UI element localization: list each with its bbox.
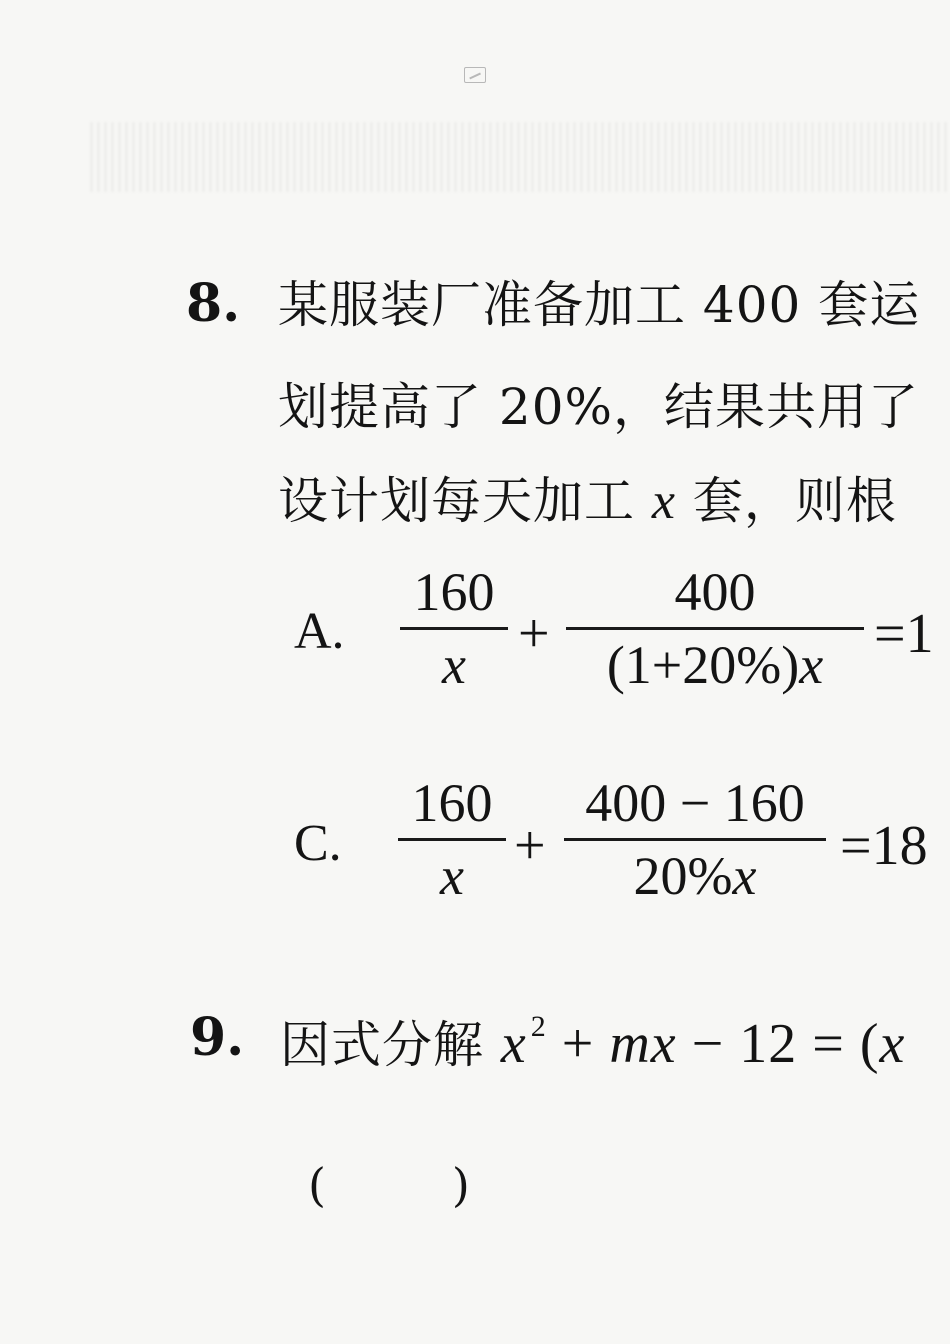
option-c-fraction-2: 400 − 160 20%x [564,776,826,903]
option-a-fraction-1: 160 x [400,565,508,692]
option-c-fraction-1: 160 x [398,776,506,903]
option-a-rhs: =1 [874,603,934,665]
question-8-line-3: 设计划每天加工 x 套，则根 [278,472,897,530]
option-c-plus: + [514,815,546,877]
option-c-label: C. [294,815,342,872]
image-placeholder-icon [464,67,486,83]
option-c-rhs: =18 [840,815,928,877]
answer-bracket: ( ) [308,1158,471,1212]
question-8-number: 8. [186,273,241,334]
scan-smudge [90,122,950,192]
option-a-label: A. [294,603,345,660]
question-9-number: 9. [190,1007,245,1068]
question-9-text: 因式分解 x $^2$ + mx − 12 = (x [280,1010,906,1075]
question-8-line-1: 某服装厂准备加工 400 套运 [278,276,921,334]
option-a-plus: + [518,603,550,665]
option-a-fraction-2: 400 (1+20%)x [566,565,864,692]
question-9-expression: x $^2$ + mx − 12 = (x [500,1010,906,1075]
question-8-line-2: 划提高了 20%，结果共用了 [278,378,920,436]
